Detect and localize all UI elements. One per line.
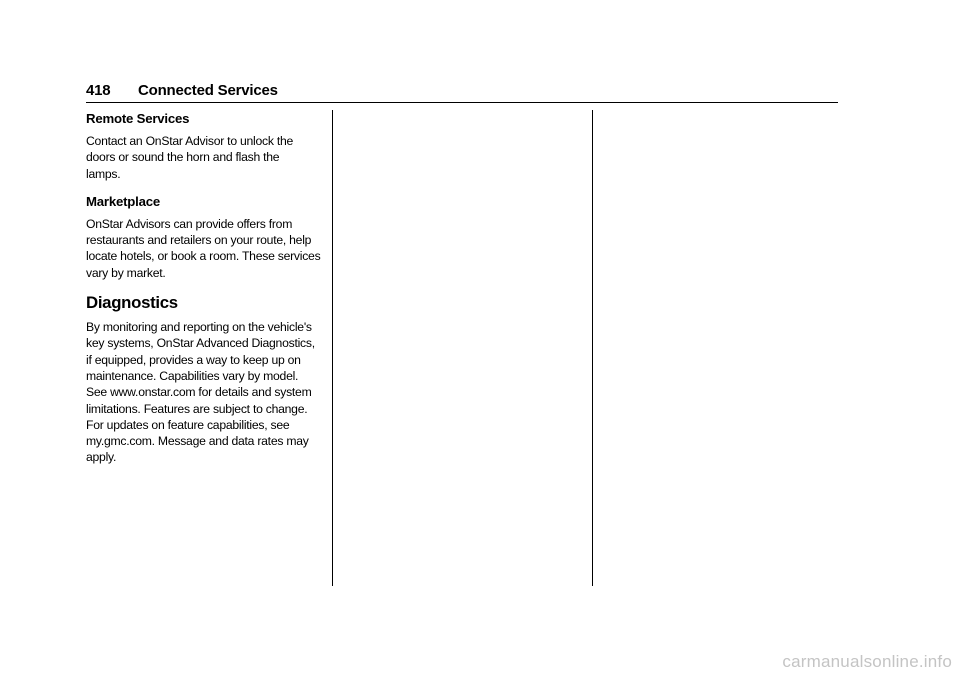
- column-divider: [332, 110, 333, 586]
- text-line: apply.: [86, 450, 117, 465]
- watermark: carmanualsonline.info: [782, 652, 952, 671]
- diagnostics-paragraph: [86, 319, 322, 466]
- page-header: [86, 82, 838, 103]
- text-line: restaurants and retailers on your route, help: [86, 233, 312, 248]
- text-line: locate hotels, or book a room. These services: [86, 249, 321, 264]
- text-line: vary by market.: [86, 265, 166, 280]
- section-heading-marketplace: Marketplace: [86, 193, 161, 209]
- text-line: if equipped, provides a way to keep up on: [86, 352, 301, 367]
- text-line: limitations. Features are subject to change.: [86, 401, 308, 416]
- remote-services-paragraph: [86, 133, 322, 182]
- text-line: See www.onstar.com for details and system: [86, 385, 312, 400]
- text-column-left: [86, 110, 322, 477]
- text-line: By monitoring and reporting on the vehicle's: [86, 320, 312, 335]
- text-line: Contact an OnStar Advisor to unlock the: [86, 134, 294, 148]
- chapter-title: Connected Services: [138, 82, 278, 99]
- text-line: my.gmc.com. Message and data rates may: [86, 434, 309, 449]
- column-divider: [592, 110, 593, 586]
- text-line: lamps.: [86, 166, 121, 181]
- section-heading-remote-services: Remote Services: [86, 111, 190, 126]
- section-heading-diagnostics: Diagnostics: [86, 293, 178, 313]
- text-line: OnStar Advisors can provide offers from: [86, 216, 293, 231]
- marketplace-paragraph: [86, 216, 322, 281]
- page-number: 418: [86, 82, 111, 99]
- text-line: key systems, OnStar Advanced Diagnostics,: [86, 336, 315, 351]
- text-line: maintenance. Capabilities vary by model.: [86, 368, 299, 383]
- text-line: For updates on feature capabilities, see: [86, 417, 290, 432]
- text-line: doors or sound the horn and flash the: [86, 150, 280, 165]
